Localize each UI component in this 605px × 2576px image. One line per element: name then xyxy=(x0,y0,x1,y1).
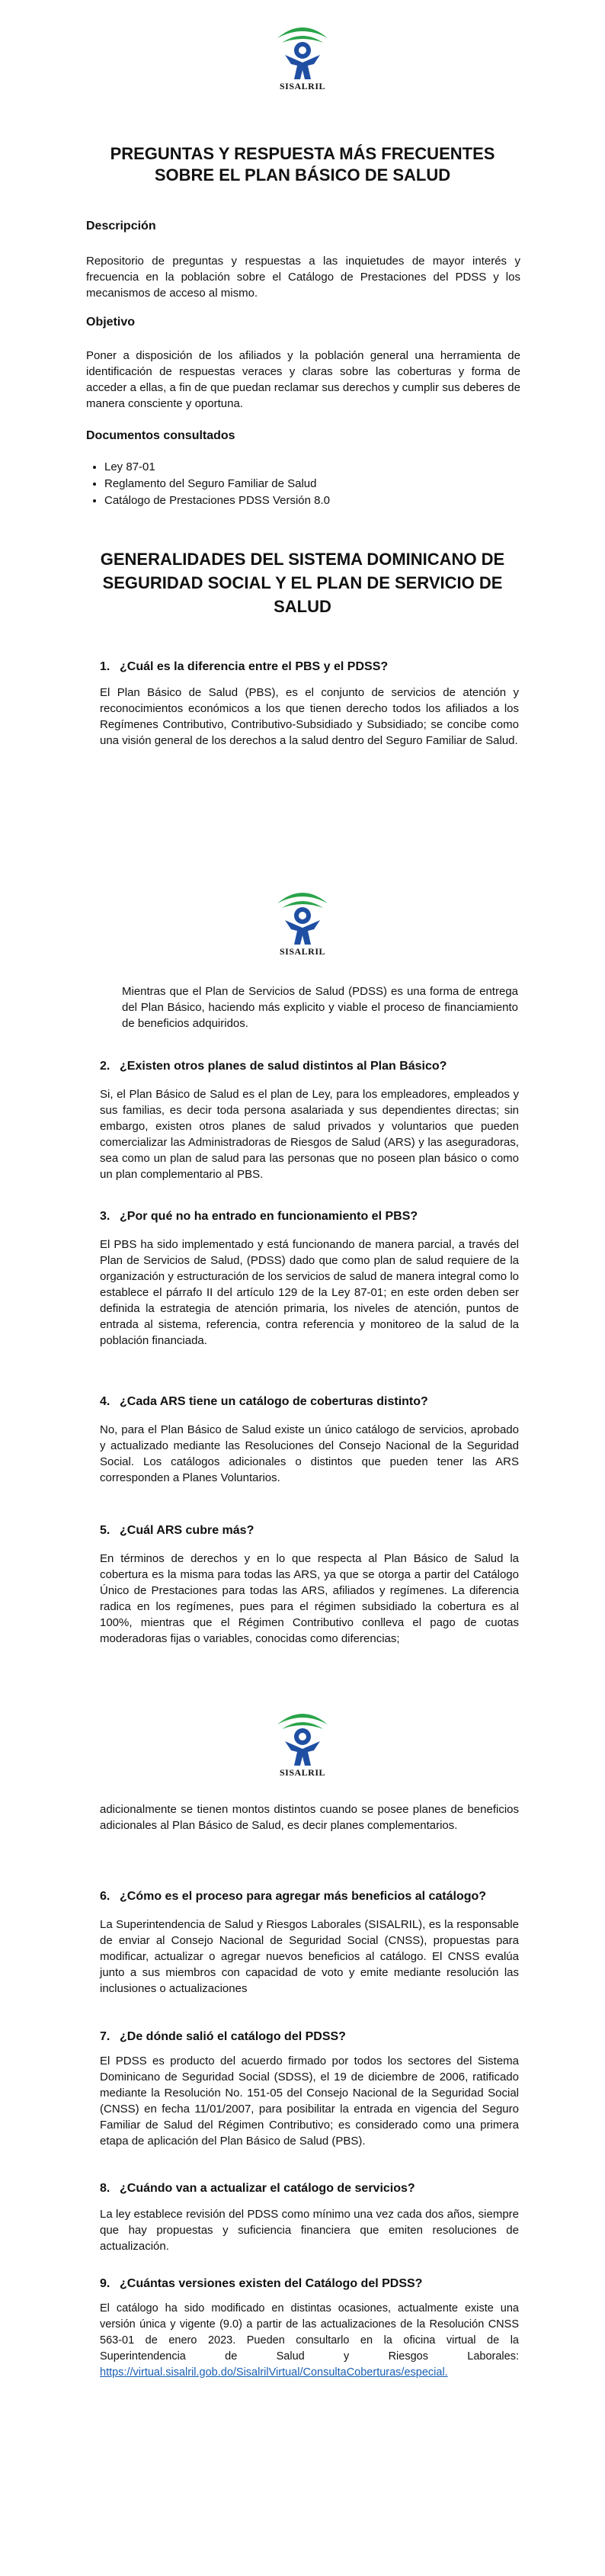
question-9: 9. ¿Cuántas versiones existen del Catálogo del PDSS? xyxy=(100,2277,423,2290)
sisalril-logo xyxy=(268,1708,337,1784)
question-8: 8. ¿Cuándo van a actualizar el catálogo de servicios? xyxy=(100,2182,415,2195)
sisalril-logo-icon xyxy=(268,887,337,948)
logo-text: SISALRIL xyxy=(279,1767,326,1778)
descripcion-text: Repositorio de preguntas y respuestas a las inquietudes de mayor interés y frecuencia en la población sobre el Catálogo de Prestaciones del PDSS y los mecanismos de acceso al mismo. xyxy=(86,255,520,300)
objetivo-text: Poner a disposición de los afiliados y la población general una herramienta de identificación de respuestas veraces y claras sobre las coberturas y forma de acceder a ellas, a fin de que puedan reclamar sus derechos y cumplir sus deberes de manera consciente y oportuna. xyxy=(86,349,520,410)
sisalril-logo-icon xyxy=(268,1708,337,1769)
answer-1: El Plan Básico de Salud (PBS), es el conjunto de servicios de atención y reconocimientos económicos a los que tienen derecho todos los afiliados a los Regímenes Contributivo, Contributivo-Subsidiado y Subsidiado; se concibe como una visión general de los derechos a la salud dentro del Seguro Familiar de Salud. xyxy=(100,686,519,747)
list-item: • Ley 87-01 xyxy=(104,459,531,476)
logo-text: SISALRIL xyxy=(279,81,326,91)
sisalril-logo xyxy=(268,887,337,963)
sisalril-logo xyxy=(268,21,337,98)
answer-3: El PBS ha sido implementado y está funcionando de manera parcial, a través del Plan de Servicios de Salud, (PDSS) dado que como plan de salud requiere de la organización y estructuración de los servicios de salud de manera integral como lo establece el párrafo II del artículo 129 de la Ley 87-01; en este orden deben ser definida la estrategia de atención primaria, los niveles de atención, puntos de entrada al sistema, referencia, contra referencia y monitoreo de la salud de la población financiada. xyxy=(100,1238,519,1347)
list-item: • Catálogo de Prestaciones PDSS Versión 8.0 xyxy=(104,492,531,509)
answer-9: El catálogo ha sido modificado en distintas ocasiones, actualmente existe una versión única y vigente (9.0) a partir de las actualizaciones de la Resolución CNSS 563-01 de enero 2023. Pueden consultarlo en la oficina virtual de la Superintendencia de Salud y Riesgos Laborales: https://virtual.sisalril.gob.do/SisalrilVirtual/ConsultaCoberturas/especial. xyxy=(100,2302,519,2379)
question-3: 3. ¿Por qué no ha entrado en funcionamiento el PBS? xyxy=(100,1210,418,1223)
answer-5-continued: adicionalmente se tienen montos distintos cuando se posee planes de beneficios adicionales al Plan Básico de Salud, es decir planes complementarios. xyxy=(100,1803,519,1832)
answer-4: No, para el Plan Básico de Salud existe un único catálogo de servicios, aprobado y actualizado mediante las Resoluciones del Consejo Nacional de la Seguridad Social. Los catálogos adicionales o distintos que pueden tener las ARS corresponden a Planes Voluntarios. xyxy=(100,1423,519,1484)
question-1: 1. ¿Cuál es la diferencia entre el PBS y el PDSS? xyxy=(100,660,389,673)
question-5: 5. ¿Cuál ARS cubre más? xyxy=(100,1524,254,1537)
question-7: 7. ¿De dónde salió el catálogo del PDSS? xyxy=(100,2030,346,2043)
question-6: 6. ¿Cómo es el proceso para agregar más beneficios al catálogo? xyxy=(100,1890,487,1903)
descripcion-heading: Descripción xyxy=(86,220,156,233)
page-title: PREGUNTAS Y RESPUESTA MÁS FRECUENTES SOBRE EL PLAN BÁSICO DE SALUD xyxy=(110,144,495,184)
page-1 xyxy=(0,0,605,839)
logo-text: SISALRIL xyxy=(279,946,326,957)
list-item: • Reglamento del Seguro Familiar de Salud xyxy=(104,476,531,492)
answer-2: Si, el Plan Básico de Salud es el plan de Ley, para los empleadores, empleados y sus familias, es decir toda persona asalariada y sus dependientes directas; sin embargo, existen otros planes de salud privados y voluntarios que pueden comercializar las Administradoras de Riesgos de Salud (ARS) y las aseguradoras, sea como un plan de salud para las personas que no poseen plan básico o como un plan complementario al PBS. xyxy=(100,1088,519,1181)
question-2: 2. ¿Existen otros planes de salud distintos al Plan Básico? xyxy=(100,1060,447,1073)
section-title: GENERALIDADES DEL SISTEMA DOMINICANO DE SEGURIDAD SOCIAL Y EL PLAN DE SERVICIO DE SALUD xyxy=(100,550,505,616)
answer-6: La Superintendencia de Salud y Riesgos Laborales (SISALRIL), es la responsable de enviar al Consejo Nacional de Seguridad Social (CNSS), propuestas para modificar, actualizar o agregar nuevos beneficios al catálogo. El CNSS evalúa junto a sus miembros con capacidad de voto y emite mediante resolución las inclusiones o actualizaciones xyxy=(100,1918,519,1995)
coberturas-link[interactable]: https://virtual.sisalril.gob.do/SisalrilVirtual/ConsultaCoberturas/especial. xyxy=(100,2366,448,2379)
answer-7: El PDSS es producto del acuerdo firmado por todos los sectores del Sistema Dominicano de Seguridad Social (SDSS), el 19 de diciembre de 2006, ratificado mediante la Resolución No. 151-05 del Consejo Nacional de la Seguridad Social (CNSS) en fecha 11/01/2007, para posibilitar la entrada en vigencia del Seguro Familiar de Salud del Régimen Contributivo; es considerado como una primera etapa de aplicación del Plan Básico de Salud (PBS). xyxy=(100,2055,519,2148)
page-3 xyxy=(0,1691,605,2576)
answer-5: En términos de derechos y en lo que respecta al Plan Básico de Salud la cobertura es la misma para todas las ARS, ya que se otorga a partir del Catálogo Único de Prestaciones para todas las ARS, afiliados y regímenes. La diferencia radica en los regímenes, pues para el régimen subsidiado la cobertura es al 100%, mientras que el Régimen Contributivo conlleva el pago de cuotas moderadoras fijas o variables, conocidas como diferencias; xyxy=(100,1552,519,1645)
sisalril-logo-icon xyxy=(268,21,337,82)
documentos-list xyxy=(86,459,531,509)
answer-1-continued: Mientras que el Plan de Servicios de Salud (PDSS) es una forma de entrega del Plan Básico, haciendo más explicito y viable el proceso de financiamiento de beneficios adquiridos. xyxy=(122,985,518,1030)
documentos-heading: Documentos consultados xyxy=(86,429,235,442)
objetivo-heading: Objetivo xyxy=(86,316,136,329)
answer-8: La ley establece revisión del PDSS como mínimo una vez cada dos años, siempre que hay propuestas y suficiencia financiera que emiten resoluciones de actualización. xyxy=(100,2208,519,2253)
page-2 xyxy=(0,839,605,1691)
question-4: 4. ¿Cada ARS tiene un catálogo de coberturas distinto? xyxy=(100,1395,428,1408)
